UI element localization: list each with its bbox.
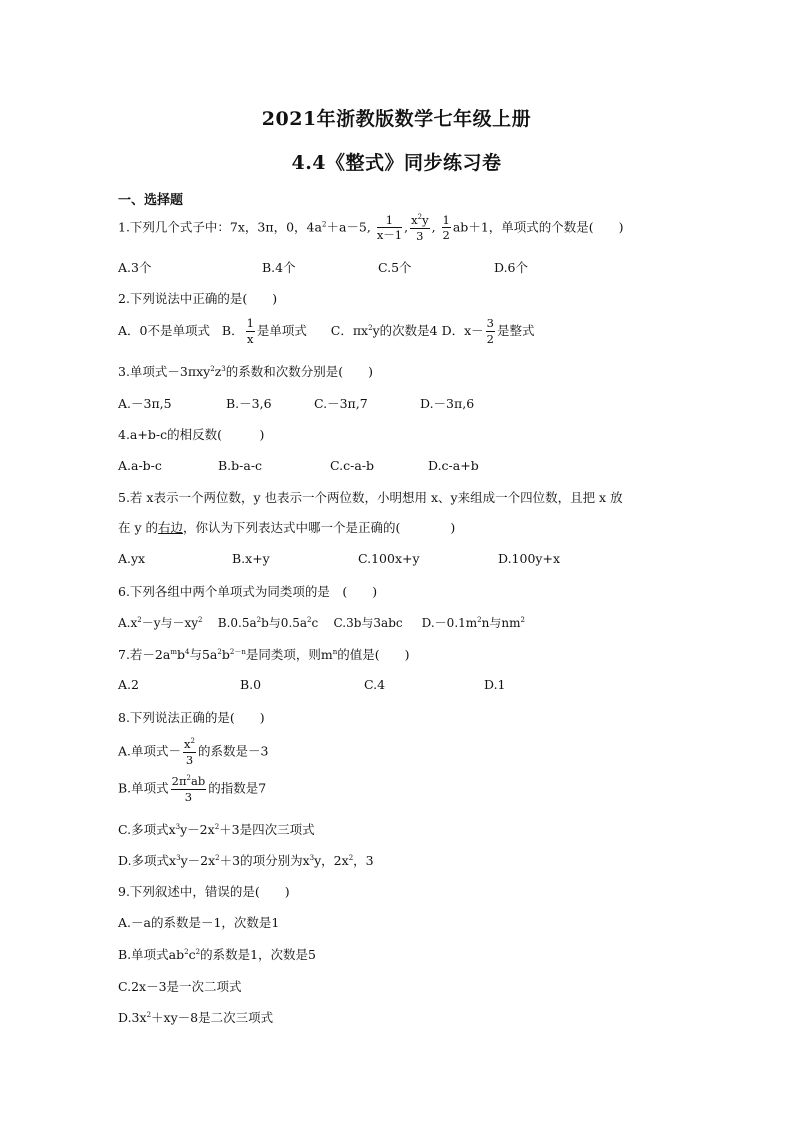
q8-option-c: C.多项式$x^3y-2x^2+3$是四次三项式 <box>118 822 315 837</box>
q4-option-a: A.a-b-c <box>118 458 162 473</box>
q3-option-d: D.－3π,6 <box>420 396 475 411</box>
question-5-line-2 <box>118 518 455 536</box>
q9-option-b: B.单项式$ab^2c^2$的系数是1，次数是5 <box>118 947 316 962</box>
q6-option-a-mid: －y与－xy <box>141 616 199 630</box>
section-heading: 一、选择题 <box>118 193 184 208</box>
q5-option-c: C.100x+y <box>358 551 420 566</box>
q1-option-b: B.4个 <box>262 260 296 275</box>
q5-option-d: D.100y+x <box>498 551 560 566</box>
q6-option-b: B.0.5a <box>217 616 257 630</box>
question-3-stem <box>118 362 373 380</box>
q2-option-c: C．πx <box>330 323 369 338</box>
q1-fraction-2: $\frac{x^2y}{3}$ <box>411 213 429 243</box>
q7-option-c: C.4 <box>364 677 386 692</box>
q5-option-a: A.yx <box>118 551 146 566</box>
q2-option-b-prefix: B． <box>221 323 244 338</box>
q3-sup-1: 2 <box>210 365 215 373</box>
q1-sup: 2 <box>321 220 327 229</box>
q8-option-d: D.多项式$x^3y-2x^2+3$的项分别为$x^3y$，$2x^2$，3 <box>118 853 374 868</box>
q4-option-b: B.b-a-c <box>218 458 263 473</box>
q6-option-a: A.x <box>118 616 138 630</box>
question-4-stem: 4.a+b-c的相反数( ) <box>118 427 265 442</box>
q3-sup-2: 3 <box>221 365 226 373</box>
q3-stem-pre: 3.单项式－3πxy <box>118 364 211 379</box>
q1-tail: ab＋1，单项式的个数是( ) <box>452 219 624 235</box>
q6-option-b-mid: b与0.5a <box>261 616 308 630</box>
q6-option-b-post: c <box>311 616 319 630</box>
q7-option-b: B.0 <box>240 677 262 692</box>
q5-option-b: B.x+y <box>232 551 270 566</box>
q4-option-d: D.c-a+b <box>428 458 479 473</box>
q2-option-c-post: y的次数是4 <box>372 323 438 338</box>
q8-fraction-b: $\frac{2\pi^2ab}{3}$ <box>171 774 206 804</box>
q1-mid: ＋a－5, <box>326 219 371 235</box>
q2-fraction-d: $\frac{3}{2}$ <box>486 316 494 346</box>
q6-option-c: C.3b与3abc <box>333 616 403 630</box>
q3-stem-mid: z <box>214 364 222 379</box>
question-1: 1.下列几个式子中：7x，3π，0，$4a^2+a-5$, $\frac{1}{x-1}$ , $\frac{x^2y}{3}$ , $\frac{1}{2}$ ab＋1，单项式的个数是( ) <box>118 212 624 243</box>
q7-post: 的值是( ) <box>337 647 410 662</box>
q1-prefix: 1.下列几个式子中：7x，3π，0，4a <box>118 219 322 235</box>
question-7-stem: 7.若$-2a^mb^4$与$5a^2b^{2-n}$是同类项，则$m^n$的值是( ) <box>118 647 410 662</box>
q6-option-d: D.－0.1m <box>421 616 478 630</box>
q1-fraction-1: $\frac{1}{x-1}$ <box>376 212 403 242</box>
q4-option-c: C.c-a-b <box>330 458 374 473</box>
q2-option-d: 是整式 <box>497 323 535 338</box>
q5-underlined: 右边 <box>158 520 184 535</box>
page-title: 2021年浙教版数学七年级上册 <box>261 108 532 130</box>
question-9-stem: 9.下列叙述中，错误的是( ) <box>118 884 290 899</box>
page-subtitle: 4.4《整式》同步练习卷 <box>291 152 502 174</box>
q1-fraction-3: $\frac{1}{2}$ <box>442 212 450 242</box>
q8-option-a: A.单项式－ $\frac{x^2}{3}$ 的系数是－3 <box>118 737 269 767</box>
q9-option-d: $D.3x^2+xy-8$是二次三项式 <box>118 1010 274 1025</box>
q3-option-a: A.－3π,5 <box>118 396 172 411</box>
q3-option-c: C.－3π,7 <box>314 396 368 411</box>
q1-option-d: D.6个 <box>494 260 529 275</box>
q9-option-c: C.2x－3是一次二项式 <box>118 979 242 994</box>
q5-line2-pre: 在 y 的 <box>118 520 159 535</box>
q3-stem-post: 的系数和次数分别是( ) <box>225 364 374 379</box>
q9-option-a: A.－a的系数是－1，次数是1 <box>118 915 280 930</box>
q8-option-b: B.单项式 $\frac{2\pi^2ab}{3}$ 的指数是7 <box>118 774 267 804</box>
q7-pre: 7.若－2a <box>118 647 171 662</box>
q3-option-b: B.－3,6 <box>226 396 272 411</box>
q8-fraction-a: $\frac{x^2}{3}$ <box>184 737 195 767</box>
question-6-stem: 6.下列各组中两个单项式为同类项的是 ( ) <box>118 584 378 599</box>
q2-option-b: 是单项式 <box>256 323 307 338</box>
q7-option-a: A.2 <box>118 677 139 692</box>
q1-option-c: C.5个 <box>378 260 412 275</box>
q2-fraction-b: $\frac{1}{x}$ <box>246 316 254 346</box>
q2-option-d-prefix: D．x－ <box>441 323 484 338</box>
q2-option-a: A．0不是单项式 <box>118 323 210 338</box>
q7-option-d: D.1 <box>484 677 506 692</box>
q5-line2-post: ，你认为下列表达式中哪一个是正确的( ) <box>183 520 456 535</box>
question-2-options <box>118 318 535 345</box>
question-5-line-1: 5.若 x表示一个两位数，y 也表示一个两位数，小明想用 x、y来组成一个四位数，且把 x 放 <box>118 490 623 505</box>
question-2-stem: 2.下列说法中正确的是( ) <box>118 291 278 306</box>
question-8-stem: 8.下列说法正确的是( ) <box>118 710 265 725</box>
q1-option-a: A.3个 <box>118 260 152 275</box>
q2-sup: 2 <box>368 324 373 332</box>
q6-option-d-mid: n与nm <box>481 616 521 630</box>
question-6-options: $A.x^2-y$与$-xy^2$ $B.0.5a^2b$与$0.5a^2c$ C.3b与3abc $D.-0.1m^2n$与$nm^2$ <box>118 616 525 630</box>
